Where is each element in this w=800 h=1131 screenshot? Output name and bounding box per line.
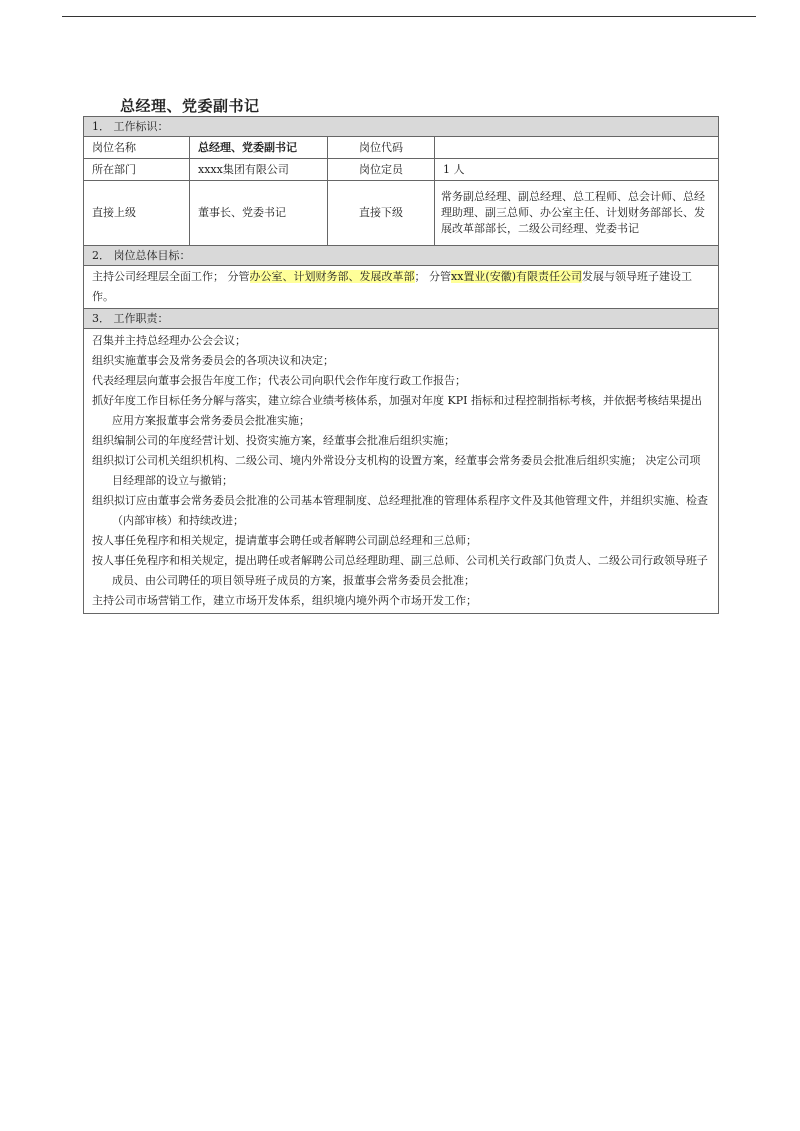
field-label: 岗位定员 (328, 159, 435, 181)
job-description-table (83, 116, 719, 614)
highlight: 办公室、计划财务部、发展改革部 (249, 270, 415, 283)
row-reporting (84, 181, 719, 246)
goal-text-part: 主持公司经理层全面工作； 分管 (92, 270, 250, 283)
goal-text (84, 266, 719, 309)
header-rule (62, 16, 756, 17)
section-header-duties (84, 309, 719, 329)
field-value: xxxx集团有限公司 (190, 159, 328, 181)
section-header-identity (84, 117, 719, 137)
highlight: xx置业(安徽)有限责任公司 (451, 270, 582, 283)
page-title: 总经理、党委副书记 (120, 97, 260, 115)
section-title: 3． 工作职责： (84, 309, 719, 329)
duty-item: 组织拟订公司机关组织机构、二级公司、境内外常设分支机构的设置方案，经董事会常务委员会批准后组织实施； 决定公司项目经理部的设立与撤销； (92, 454, 701, 487)
goal-text-part: ； 分管 (414, 270, 451, 283)
duty-item: 组织实施董事会及常务委员会的各项决议和决定； (92, 354, 334, 367)
duty-item: 召集并主持总经理办公会会议； (92, 334, 246, 347)
duties-list (84, 329, 719, 614)
duty-item: 主持公司市场营销工作，建立市场开发体系，组织境内境外两个市场开发工作； (92, 594, 477, 607)
field-value: 常务副总经理、副总经理、总工程师、总会计师、总经理助理、副三总师、办公室主任、计划财务部部长、发展改革部部长，二级公司经理、党委书记 (435, 181, 719, 246)
section-title: 2． 岗位总体目标： (84, 246, 719, 266)
section-header-goal (84, 246, 719, 266)
field-value: 总经理、党委副书记 (190, 137, 328, 159)
field-value: 董事长、党委书记 (190, 181, 328, 246)
field-label: 岗位代码 (328, 137, 435, 159)
duty-item: 抓好年度工作目标任务分解与落实，建立综合业绩考核体系，加强对年度 KPI 指标和过程控制指标考核，并依据考核结果提出应用方案报董事会常务委员会批准实施； (92, 394, 702, 427)
field-label: 直接下级 (328, 181, 435, 246)
field-value: 1 人 (435, 159, 719, 181)
row-department (84, 159, 719, 181)
row-position-name (84, 137, 719, 159)
duty-item: 代表经理层向董事会报告年度工作；代表公司向职代会作年度行政工作报告； (92, 374, 466, 387)
field-label: 直接上级 (84, 181, 190, 246)
row-duties (84, 329, 719, 614)
section-title: 1． 工作标识： (84, 117, 719, 137)
goal-text-part: 发展与领导班子建设工作。 (92, 270, 692, 303)
duty-item: 组织编制公司的年度经营计划、投资实施方案，经董事会批准后组织实施； (92, 434, 455, 447)
field-label: 岗位名称 (84, 137, 190, 159)
row-goal (84, 266, 719, 309)
duty-item: 按人事任免程序和相关规定，提请董事会聘任或者解聘公司副总经理和三总师； (92, 534, 477, 547)
field-value (435, 137, 719, 159)
duty-item: 按人事任免程序和相关规定，提出聘任或者解聘公司总经理助理、副三总师、公司机关行政部门负责人、二级公司行政领导班子成员、由公司聘任的项目领导班子成员的方案，报董事会常务委员会批准； (92, 554, 708, 587)
field-label: 所在部门 (84, 159, 190, 181)
duty-item: 组织拟订应由董事会常务委员会批准的公司基本管理制度、总经理批准的管理体系程序文件及其他管理文件，并组织实施、检查（内部审核）和持续改进； (92, 494, 708, 527)
